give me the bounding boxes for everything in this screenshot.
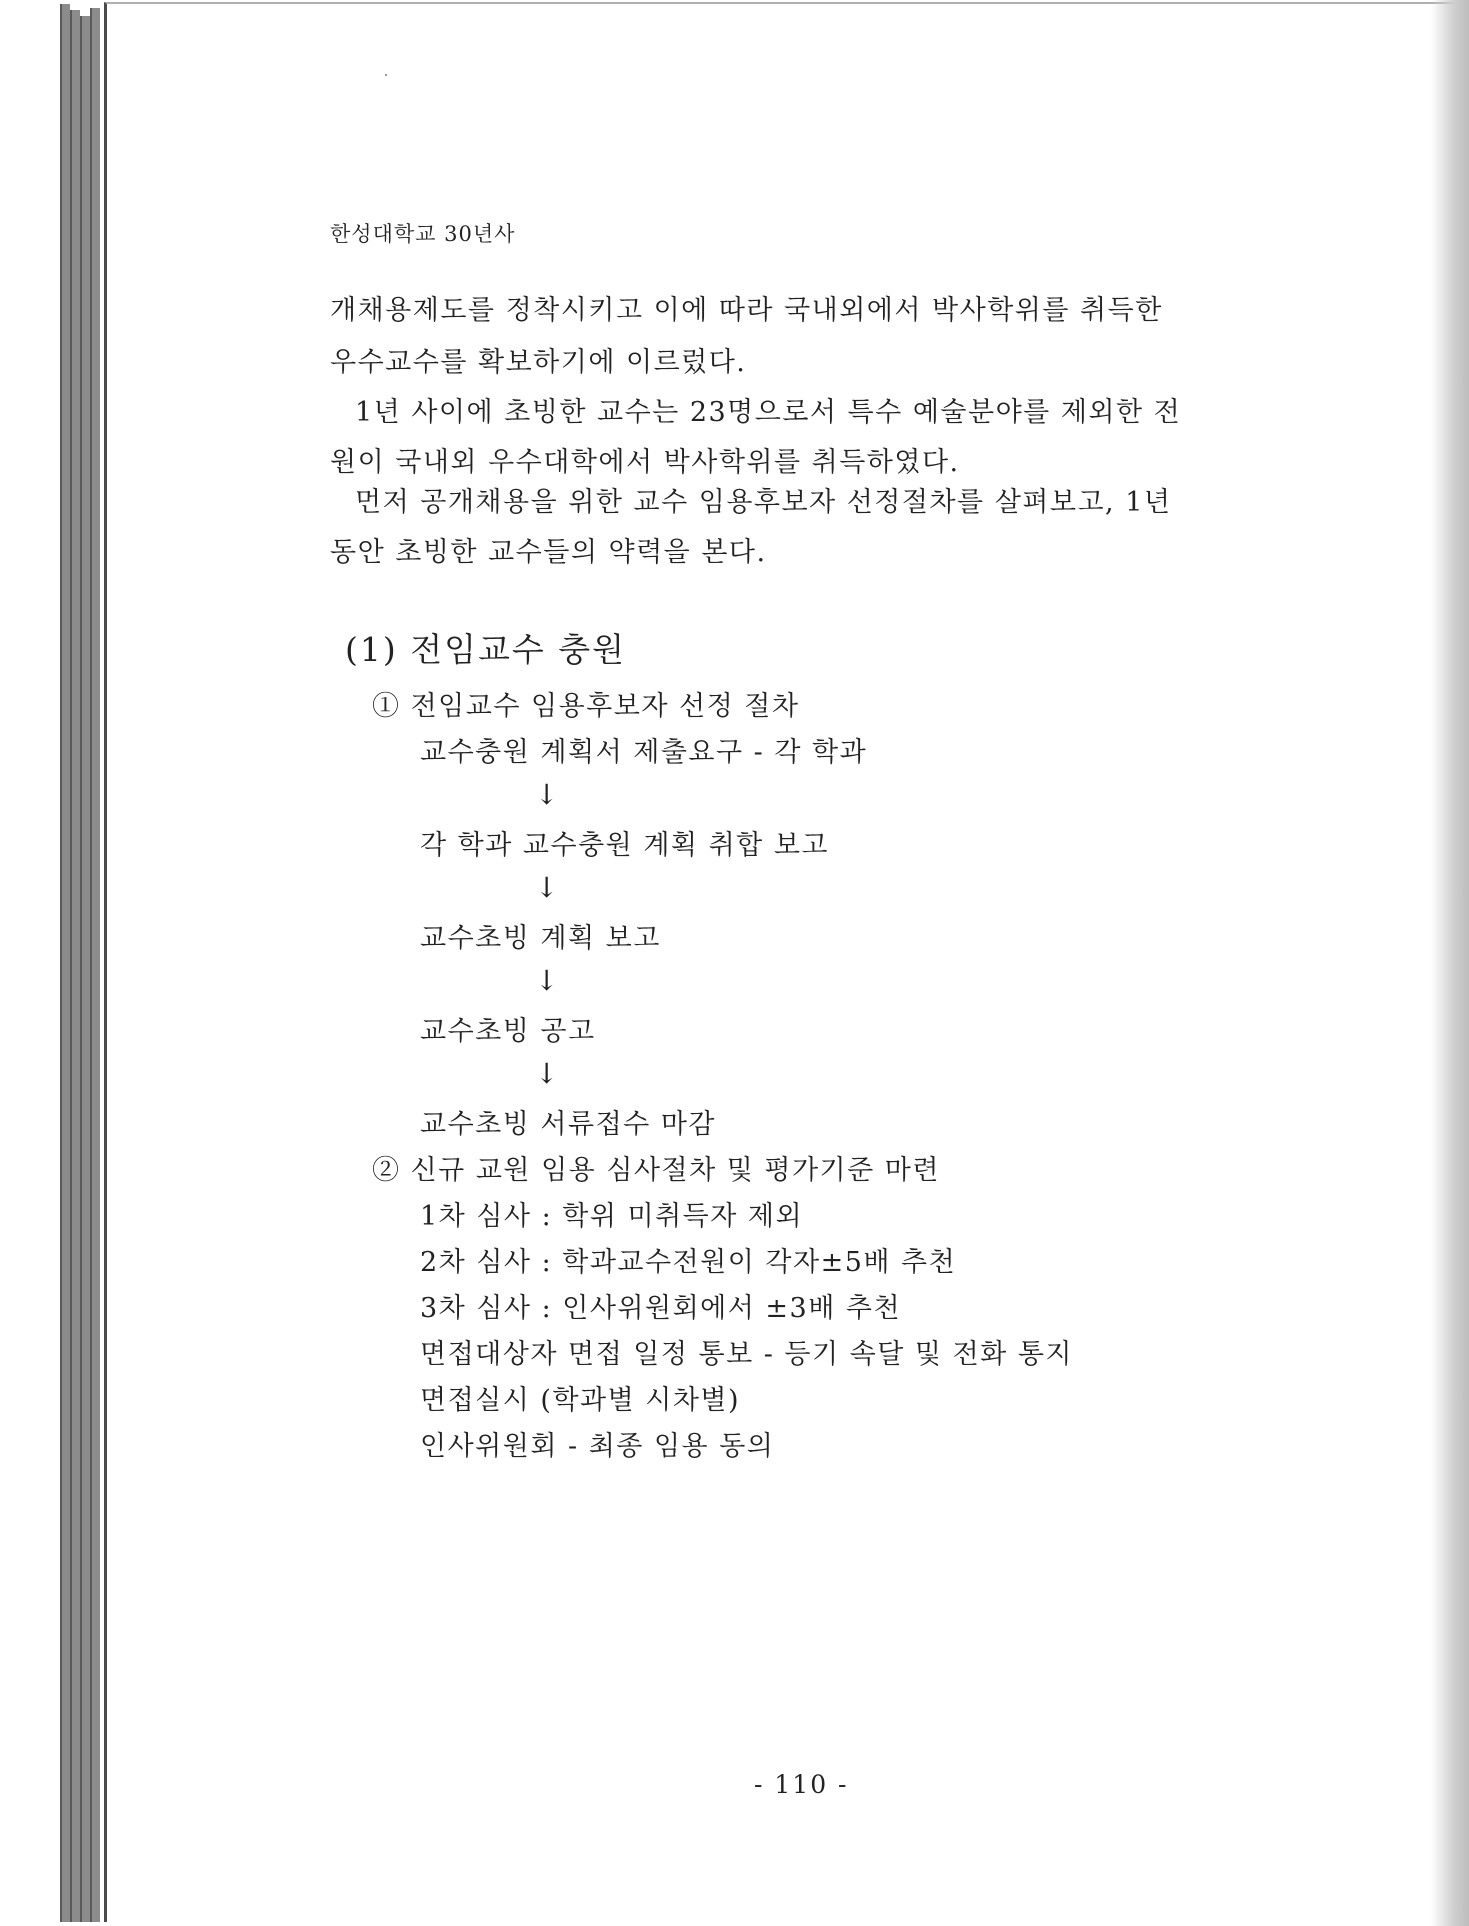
page-edge <box>60 4 70 1922</box>
review-item: 2차 심사 : 학과교수전원이 각자±5배 추천 <box>420 1247 957 1278</box>
speck <box>385 74 387 76</box>
page-edge <box>80 16 90 1922</box>
process-step: 교수초빙 계획 보고 <box>420 923 661 954</box>
review-item: 3차 심사 : 인사위원회에서 ±3배 추천 <box>420 1293 902 1324</box>
intro-line-5: 먼저 공개채용을 위한 교수 임용후보자 선정절차를 살펴보고, 1년 <box>355 487 1172 518</box>
running-header: 한성대학교 30년사 <box>330 222 516 246</box>
page-edge <box>90 8 100 1922</box>
process-step: 교수충원 계획서 제출요구 - 각 학과 <box>420 737 868 768</box>
process-step: 교수초빙 서류접수 마감 <box>420 1109 716 1140</box>
sub1-heading: ① 전임교수 임용후보자 선정 절차 <box>372 691 800 722</box>
review-item: 1차 심사 : 학위 미취득자 제외 <box>420 1201 804 1232</box>
page-right-shadow <box>1431 0 1469 1926</box>
process-step: 교수초빙 공고 <box>420 1016 596 1047</box>
intro-line-2: 우수교수를 확보하기에 이르렀다. <box>330 347 747 378</box>
intro-line-1: 개채용제도를 정착시키고 이에 따라 국내외에서 박사학위를 취득한 <box>330 295 1163 326</box>
section-title: (1) 전임교수 충원 <box>345 630 626 669</box>
process-step: 각 학과 교수충원 계획 취합 보고 <box>420 830 829 861</box>
page-number: - 110 - <box>754 1770 849 1799</box>
sub2-heading: ② 신규 교원 임용 심사절차 및 평가기준 마련 <box>372 1155 940 1186</box>
intro-line-6: 동안 초빙한 교수들의 약력을 본다. <box>330 537 767 568</box>
intro-line-3: 1년 사이에 초빙한 교수는 23명으로서 특수 예술분야를 제외한 전 <box>355 397 1182 428</box>
down-arrow-icon: ↓ <box>535 871 559 904</box>
review-item: 인사위원회 - 최종 임용 동의 <box>420 1431 775 1462</box>
down-arrow-icon: ↓ <box>535 1057 559 1090</box>
review-item: 면접실시 (학과별 시차별) <box>420 1385 741 1416</box>
review-item: 면접대상자 면접 일정 통보 - 등기 속달 및 전화 통지 <box>420 1339 1074 1370</box>
intro-line-4: 원이 국내외 우수대학에서 박사학위를 취득하였다. <box>330 447 960 478</box>
down-arrow-icon: ↓ <box>535 964 559 997</box>
down-arrow-icon: ↓ <box>535 778 559 811</box>
page-edge <box>70 10 80 1922</box>
